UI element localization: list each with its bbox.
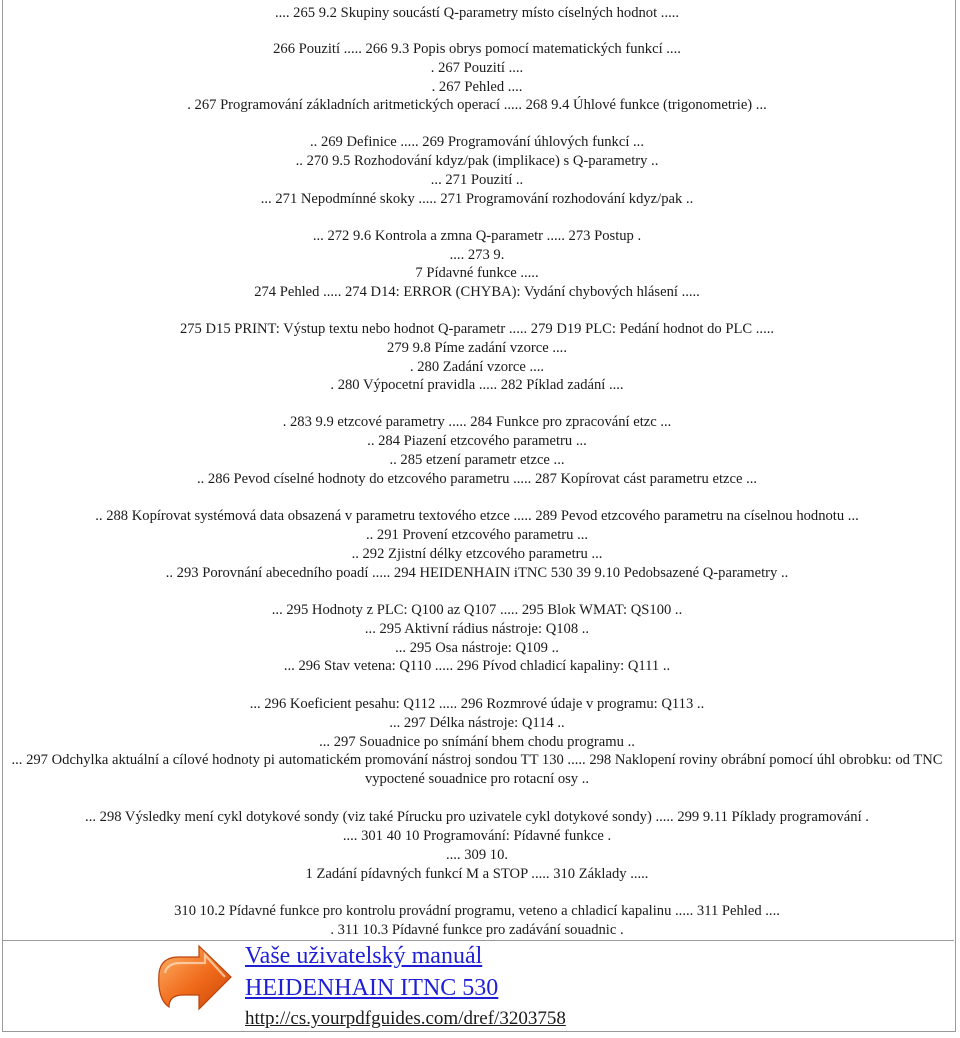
toc-line: . 311 10.3 Pídavné funkce pro zadávání souadnic . — [330, 922, 624, 938]
toc-line: 310 10.2 Pídavné funkce pro kontrolu provádní programu, veteno a chladicí kapalinu ..... 311 Pehled .... — [174, 903, 780, 919]
toc-line: .... 265 9.2 Skupiny soucástí Q-parametry místo císelných hodnot ..... — [274, 5, 680, 21]
toc-line: ... 272 9.6 Kontrola a zmna Q-parametr ..... 273 Postup . — [312, 228, 642, 244]
toc-line: .... 309 10. — [445, 847, 509, 863]
toc-line: ... 271 Pouzití .. — [430, 172, 524, 188]
toc-line: ... 295 Aktivní rádius nástroje: Q108 .. — [364, 621, 590, 637]
toc-line: .. 292 Zjistní délky etzcového parametru ... — [351, 546, 603, 562]
toc-line: 266 Pouzití ..... 266 9.3 Popis obrys pomocí matematických funkcí .... — [273, 41, 681, 57]
manual-url-link[interactable]: http://cs.yourpdfguides.com/dref/3203758 — [245, 1008, 566, 1029]
toc-line: .. 284 Piazení etzcového parametru ... — [367, 433, 587, 449]
toc-line: 1 Zadání pídavných funkcí M a STOP ..... 310 Základy ..... — [305, 866, 649, 882]
toc-line: ... 271 Nepodmínné skoky ..... 271 Programování rozhodování kdyz/pak .. — [260, 191, 694, 207]
toc-line: 274 Pehled ..... 274 D14: ERROR (CHYBA): Vydání chybových hlásení ..... — [254, 284, 700, 300]
toc-line: ... 297 Souadnice po snímání bhem chodu programu .. — [319, 734, 635, 750]
toc-line: ... 295 Hodnoty z PLC: Q100 az Q107 ..... 295 Blok WMAT: QS100 .. — [271, 602, 683, 618]
toc-line: ... 295 Osa nástroje: Q109 .. — [395, 640, 559, 656]
toc-line: ... 297 Délka nástroje: Q114 .. — [389, 715, 565, 731]
toc-line: .. 288 Kopírovat systémová data obsazená v parametru textového etzce ..... 289 Pevod etzcového parametru na císelnou hodnotu ... — [95, 508, 859, 524]
manual-title-link[interactable]: Vaše uživatelský manuál — [245, 943, 483, 969]
toc-line: .. 269 Definice ..... 269 Programování úhlových funkcí ... — [310, 134, 644, 150]
toc-line: 279 9.8 Píme zadání vzorce .... — [387, 340, 567, 356]
toc-line: .. 270 9.5 Rozhodování kdyz/pak (implikace) s Q-parametry .. — [295, 153, 659, 169]
toc-line: .. 293 Porovnání abecedního poadí ..... 294 HEIDENHAIN iTNC 530 39 9.10 Pedobsazené Q-parametry .. — [165, 565, 789, 581]
footer-banner — [0, 941, 954, 1031]
toc-line: ... 297 Odchylka aktuální a cílové hodnoty pi automatickém promování nástroj sondou TT 130 ..... 298 Naklopení roviny obrábní pomocí úhl obrobku: od TNC vypoctené souadnice pro rotacní osy .. — [11, 752, 943, 787]
toc-line: ... 296 Stav vetena: Q110 ..... 296 Pívod chladicí kapaliny: Q111 .. — [283, 658, 671, 674]
toc-line: . 280 Výpocetní pravidla ..... 282 Píklad zadání .... — [330, 377, 624, 393]
toc-line: .. 286 Pevod císelné hodnoty do etzcového parametru ..... 287 Kopírovat cást parametru etzce ... — [196, 471, 758, 487]
toc-line: .... 273 9. — [449, 247, 505, 263]
toc-line: . 267 Programování základních aritmetických operací ..... 268 9.4 Úhlové funkce (trigonometrie) ... — [187, 97, 767, 113]
toc-line: 7 Pídavné funkce ..... — [415, 265, 539, 281]
toc-line: .... 301 40 10 Programování: Pídavné funkce . — [342, 828, 612, 844]
toc-line: . 267 Pehled .... — [431, 79, 523, 95]
toc-line: ... 296 Koeficient pesahu: Q112 ..... 296 Rozmrové údaje v programu: Q113 .. — [249, 696, 705, 712]
toc-line: . 283 9.9 etzcové parametry ..... 284 Funkce pro zpracování etzc ... — [282, 414, 672, 430]
toc-line: . 267 Pouzití .... — [430, 60, 524, 76]
toc-line: 275 D15 PRINT: Výstup textu nebo hodnot Q-parametr ..... 279 D19 PLC: Pedání hodnot do PLC ..... — [179, 321, 775, 337]
orange-arrow-icon — [155, 943, 235, 1019]
footer-text — [245, 941, 566, 1031]
toc-line: .. 285 etzení parametr etzce ... — [389, 452, 565, 468]
toc-line: . 280 Zadání vzorce .... — [409, 359, 545, 375]
toc-line: .. 291 Provení etzcového parametru ... — [365, 527, 589, 543]
manual-model-link[interactable]: HEIDENHAIN ITNC 530 — [245, 975, 499, 1001]
toc-line: ... 298 Výsledky mení cykl dotykové sondy (viz také Pírucku pro uzivatele cykl dotykové sondy) ..... 299 9.11 Píklady programování . — [85, 809, 869, 825]
